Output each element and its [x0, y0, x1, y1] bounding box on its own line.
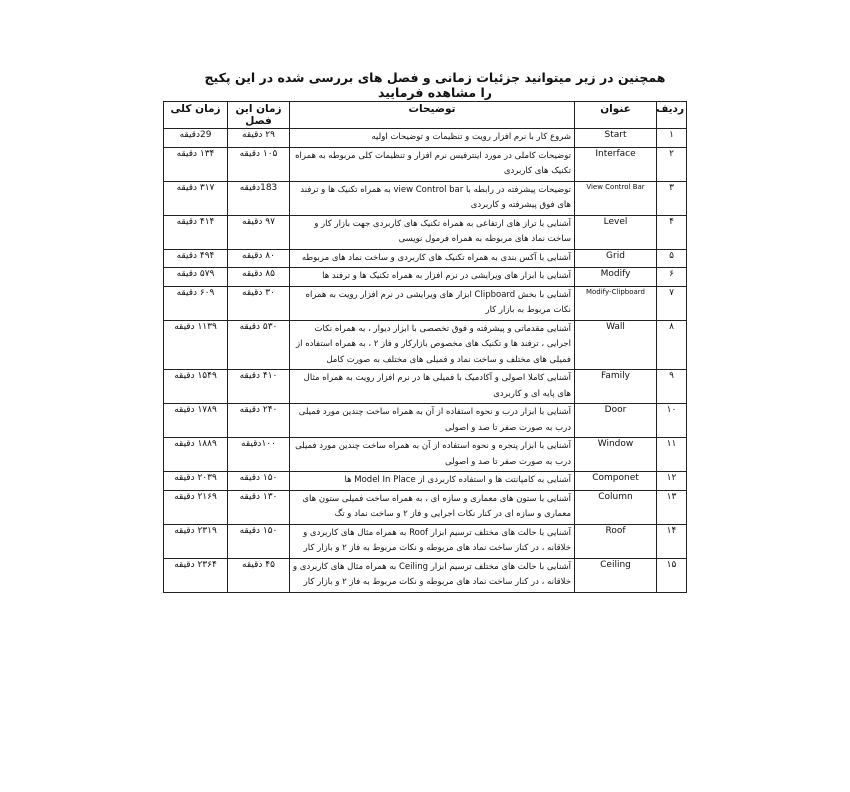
- row-description: آشنایی با ابزار پنجره و نحوه استفاده از آن به همراه ساخت چندین مورد فمیلی درب به صورت صفر تا صد و اصولی: [290, 438, 575, 472]
- row-chapter-time: ۱۵۰ دقیقه: [228, 472, 290, 491]
- row-number: ۶: [657, 268, 687, 287]
- page-title: همچنین در زیر میتوانید جزئیات زمانی و فصل های بررسی شده در این پکیج را مشاهده فرمایید: [204, 70, 666, 100]
- row-total-time: ۲۳۱۹ دقیقه: [164, 524, 228, 558]
- row-description: آشنایی با حالت های مختلف ترسیم ابزار Ceiling به همراه مثال های کاربردی و خلاقانه ، در کنار ساخت نماد های مربوطه و نکات مربوط به فاز ۲ و بازار کار: [290, 558, 575, 592]
- row-title: Ceiling: [575, 558, 657, 592]
- row-chapter-time: ۱۰۰دقیقه: [228, 438, 290, 472]
- row-title: Family: [575, 370, 657, 404]
- row-total-time: ۱۷۸۹ دقیقه: [164, 404, 228, 438]
- row-total-time: 29دقیقه: [164, 129, 228, 148]
- row-chapter-time: ۱۳۰ دقیقه: [228, 490, 290, 524]
- row-description: توضیحات پیشرفته در رابطه با view Control bar به همراه تکنیک ها و ترفند های فوق پیشرفته و کاربردی: [290, 181, 575, 215]
- table-row: [164, 472, 687, 491]
- table-row: [164, 215, 687, 249]
- row-title: Grid: [575, 249, 657, 268]
- table-row: [164, 147, 687, 181]
- table-row: [164, 268, 687, 287]
- row-description: توضیحات کاملی در مورد اینترفیس نرم افزار و تنظیمات کلی مربوطه به همراه تکنیک های کاربردی: [290, 147, 575, 181]
- row-description: آشنایی به کامپانتت ها و استفاده کاربردی از Model In Place ها: [290, 472, 575, 491]
- row-total-time: ۲۰۳۹ دقیقه: [164, 472, 228, 491]
- row-chapter-time: ۵۳۰ دقیقه: [228, 320, 290, 370]
- row-title: Window: [575, 438, 657, 472]
- row-total-time: ۶۰۹ دقیقه: [164, 286, 228, 320]
- row-total-time: ۵۷۹ دقیقه: [164, 268, 228, 287]
- row-description: آشنایی با بخش Clipboard ابزار های ویرایشی در نرم افزار رویت به همراه نکات مربوط به بازار کار: [290, 286, 575, 320]
- row-description: آشنایی با ستون های معماری و سازه ای ، به همراه ساخت فمیلی ستون های معماری و سازه ای در کنار نکات اجرایی و فاز ۲ و ساخت نماد و تگ: [290, 490, 575, 524]
- row-chapter-time: ۱۰۵ دقیقه: [228, 147, 290, 181]
- row-chapter-time: 183دقیقه: [228, 181, 290, 215]
- row-number: ۹: [657, 370, 687, 404]
- row-chapter-time: ۹۷ دقیقه: [228, 215, 290, 249]
- header-chapter-time: زمان این فصل: [228, 102, 290, 129]
- row-number: ۷: [657, 286, 687, 320]
- row-description: آشنایی مقدماتی و پیشرفته و فوق تخصصی با ابزار دیوار ، به همراه نکات اجرایی ، ترفند ها و تکنیک های مخصوص بازارکار و فاز ۲ ، به همراه استفاده از فمیلی های مختلف و ساخت نماد و فمیلی های مختلف به صورت کامل: [290, 320, 575, 370]
- table-row: [164, 370, 687, 404]
- row-total-time: ۴۱۴ دقیقه: [164, 215, 228, 249]
- row-title: Modify-Clipboard: [575, 286, 657, 320]
- header-title: عنوان: [575, 102, 657, 129]
- row-title: Wall: [575, 320, 657, 370]
- row-chapter-time: ۳۰ دقیقه: [228, 286, 290, 320]
- row-number: ۱۰: [657, 404, 687, 438]
- row-number: ۱۳: [657, 490, 687, 524]
- table-row: [164, 286, 687, 320]
- row-number: ۱۲: [657, 472, 687, 491]
- row-number: ۱۱: [657, 438, 687, 472]
- row-number: ۱۵: [657, 558, 687, 592]
- row-title: Level: [575, 215, 657, 249]
- row-title: Modify: [575, 268, 657, 287]
- table-row: [164, 490, 687, 524]
- row-total-time: ۲۱۶۹ دقیقه: [164, 490, 228, 524]
- row-description: آشنایی با ابزار درب و نحوه استفاده از آن به همراه ساخت چندین مورد فمیلی درب به صورت صفر تا صد و اصولی: [290, 404, 575, 438]
- row-description: آشنایی با ابزار های ویرایشی در نرم افزار به همراه تکنیک ها و ترفند ها: [290, 268, 575, 287]
- table-row: [164, 129, 687, 148]
- row-number: ۳: [657, 181, 687, 215]
- row-total-time: ۱۸۸۹ دقیقه: [164, 438, 228, 472]
- row-chapter-time: ۲۹ دقیقه: [228, 129, 290, 148]
- row-description: شروع کار با نرم افزار رویت و تنظیمات و توضیحات اولیه: [290, 129, 575, 148]
- row-total-time: ۱۱۳۹ دقیقه: [164, 320, 228, 370]
- header-description: توضیحات: [290, 102, 575, 129]
- header-total-time: زمان کلی: [164, 102, 228, 129]
- header-row: [164, 102, 687, 129]
- row-title: Start: [575, 129, 657, 148]
- row-chapter-time: ۲۴۰ دقیقه: [228, 404, 290, 438]
- row-description: آشنایی با آکس بندی به همراه تکنیک های کاربردی و ساخت نماد های مربوطه: [290, 249, 575, 268]
- row-chapter-time: ۱۵۰ دقیقه: [228, 524, 290, 558]
- row-title: Door: [575, 404, 657, 438]
- table-row: [164, 558, 687, 592]
- row-number: ۲: [657, 147, 687, 181]
- row-title: Roof: [575, 524, 657, 558]
- row-total-time: ۴۹۴ دقیقه: [164, 249, 228, 268]
- row-total-time: ۳۱۷ دقیقه: [164, 181, 228, 215]
- chapters-table: [163, 101, 687, 593]
- row-number: ۵: [657, 249, 687, 268]
- table-row: [164, 524, 687, 558]
- table-row: [164, 404, 687, 438]
- row-total-time: ۱۵۴۹ دقیقه: [164, 370, 228, 404]
- row-total-time: ۱۳۴ دقیقه: [164, 147, 228, 181]
- row-title: View Control Bar: [575, 181, 657, 215]
- row-description: آشنایی با تراز های ارتفاعی به همراه تکنیک های کاربردی جهت بازار کار و ساخت نماد های مربوطه به همراه فرمول نویسی: [290, 215, 575, 249]
- row-title: Componet: [575, 472, 657, 491]
- row-number: ۱: [657, 129, 687, 148]
- header-row-num: ردیف: [657, 102, 687, 129]
- row-total-time: ۲۳۶۴ دقیقه: [164, 558, 228, 592]
- row-description: آشنایی کاملا اصولی و آکادمیک با فمیلی ها در نرم افزار رویت به همراه مثال های پایه ای و کاربردی: [290, 370, 575, 404]
- row-number: ۴: [657, 215, 687, 249]
- row-number: ۸: [657, 320, 687, 370]
- table-row: [164, 438, 687, 472]
- table-row: [164, 181, 687, 215]
- row-number: ۱۴: [657, 524, 687, 558]
- row-chapter-time: ۸۵ دقیقه: [228, 268, 290, 287]
- row-description: آشنایی با حالت های مختلف ترسیم ابزار Roof به همراه مثال های کاربردی و خلاقانه ، در کنار ساخت نماد های مربوطه و نکات مربوط به فاز ۲ و بازار کار: [290, 524, 575, 558]
- row-title: Column: [575, 490, 657, 524]
- row-title: Interface: [575, 147, 657, 181]
- row-chapter-time: ۴۱۰ دقیقه: [228, 370, 290, 404]
- row-chapter-time: ۸۰ دقیقه: [228, 249, 290, 268]
- row-chapter-time: ۴۵ دقیقه: [228, 558, 290, 592]
- table-row: [164, 320, 687, 370]
- table-row: [164, 249, 687, 268]
